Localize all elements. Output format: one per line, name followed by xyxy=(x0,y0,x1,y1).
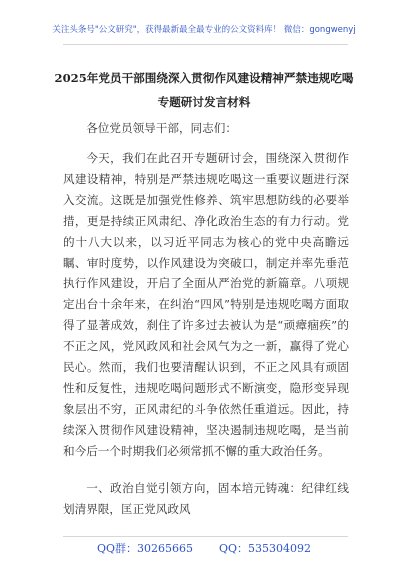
body-paragraph-1: 今天，我们在此召开专题研讨会，围绕深入贯彻作风建设精神，特别是严禁违规吃喝这一重要议题进行深入交流。这既是加强党性修养、筑牢思想防线的必要举措，更是持续正风肃纪、净化政治生态的有力行动。党的十八大以来，以习近平同志为核心的党中央高瞻远瞩、审时度势，以作风建设为突破口，制定并率先垂范执行作风建设，开启了全面从严治党的新篇章。八项规定出台十余年来，在纠治“四风”特别是违规吃喝方面取得了显著成效，刹住了许多过去被认为是“顽瘴痼疾”的不正之风，党风政风和社会风气为之一新，赢得了党心民心。然而，我们也要清醒认识到，不正之风具有顽固性和反复性，违规吃喝问题形式不断演变，隐形变异现象层出不穷，正风肃纪的斗争依然任重道远。因此，持续深入贯彻作风建设精神，坚决遏制违规吃喝，是当前和今后一个时期我们必须常抓不懈的重大政治任务。 xyxy=(63,151,349,458)
footer-divider xyxy=(63,536,348,537)
document-title-line1: 2025年党员干部围绕深入贯彻作风建设精神严禁违规吃喝 xyxy=(54,71,354,85)
salutation: 各位党员领导干部，同志们： xyxy=(86,121,237,135)
qq-number: QQ：535304092 xyxy=(219,542,312,555)
body-paragraph-2: 一、政治自觉引领方向，固本培元铸魂：纪律红线划清界限，匡正党风政风 xyxy=(63,481,349,516)
promo-header: 关注头条号"公文研究"，获得最新最全最专业的公文资料库！ 微信：gongwenyj xyxy=(52,25,356,35)
document-title-line2: 专题研讨发言材料 xyxy=(157,95,251,109)
header-divider xyxy=(63,44,348,45)
contact-footer xyxy=(0,540,408,556)
qq-group-number: QQ群：30265665 xyxy=(96,542,193,555)
